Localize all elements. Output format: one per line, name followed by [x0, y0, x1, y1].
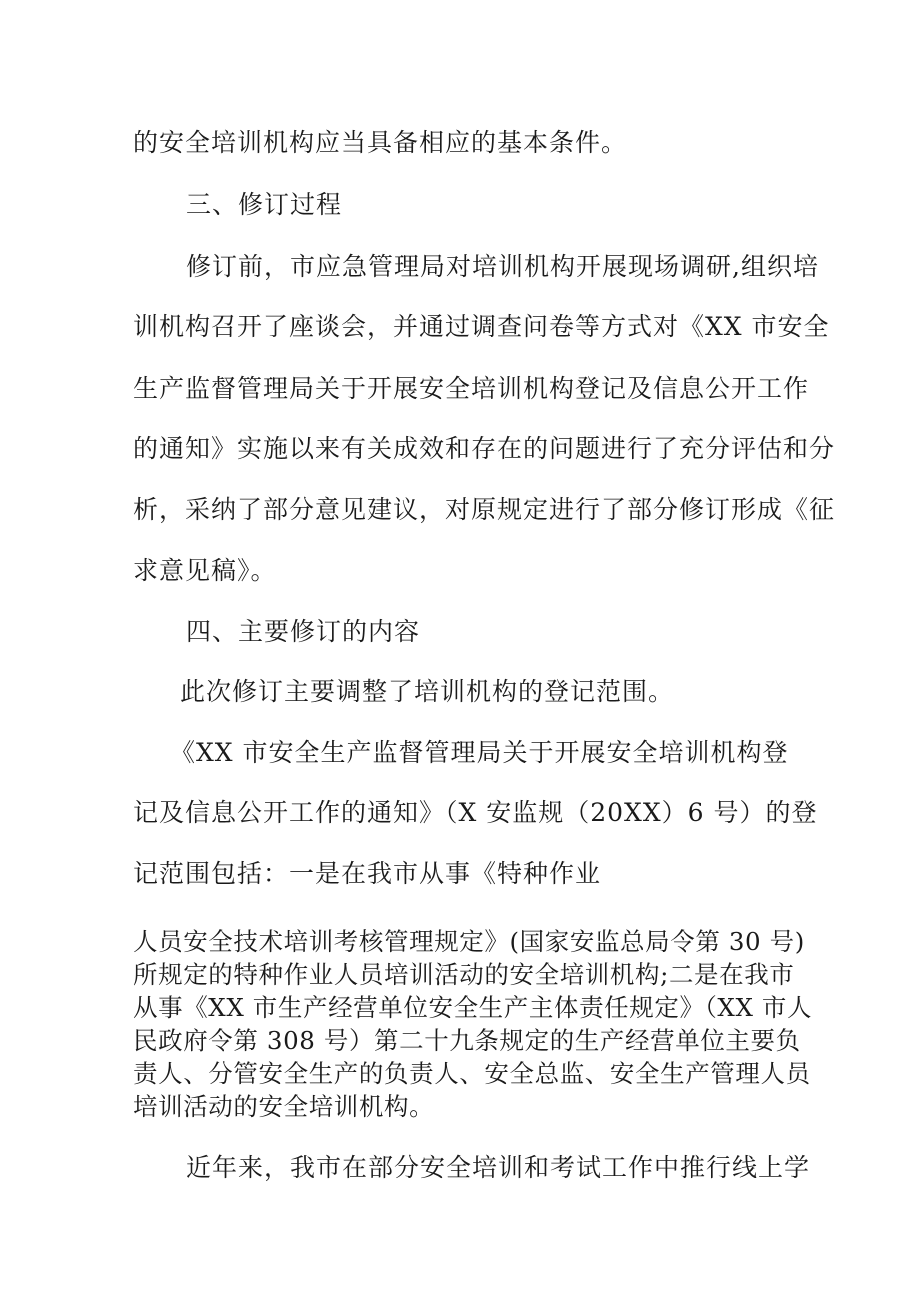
paragraph-line: 记及信息公开工作的通知》（X 安监规（20XX）6 号）的登: [133, 798, 818, 827]
paragraph-line: 责人、分管安全生产的负责人、安全总监、安全生产管理人员: [133, 1059, 811, 1088]
paragraph-line: 此次修订主要调整了培训机构的登记范围。: [180, 677, 675, 706]
paragraph-line: 的通知》实施以来有关成效和存在的问题进行了充分评估和分: [133, 434, 836, 463]
paragraph-line: 记范围包括：一是在我市从事《特种作业: [133, 859, 602, 888]
paragraph-line: 析，采纳了部分意见建议，对原规定进行了部分修订形成《征: [133, 495, 836, 524]
section-heading-revision-process: 三、修订过程: [186, 190, 343, 219]
paragraph-line: 从事《XX 市生产经营单位安全生产主体责任规定》（XX 市人: [133, 993, 813, 1022]
paragraph-line: 修订前，市应急管理局对培训机构开展现场调研,组织培: [186, 252, 819, 281]
paragraph-line: 训机构召开了座谈会，并通过调查问卷等方式对《XX 市安全: [133, 312, 830, 341]
paragraph-line: 培训活动的安全培训机构。: [133, 1092, 435, 1121]
paragraph-line: 人员安全技术培训考核管理规定》(国家安监总局令第 30 号): [133, 927, 805, 956]
paragraph-line: 生产监督管理局关于开展安全培训机构登记及信息公开工作: [133, 374, 810, 403]
paragraph-line: 民政府令第 308 号）第二十九条规定的生产经营单位主要负: [133, 1026, 801, 1055]
paragraph-line: 所规定的特种作业人员培训活动的安全培训机构;二是在我市: [133, 960, 795, 989]
section-heading-main-revisions: 四、主要修订的内容: [186, 617, 421, 646]
paragraph-line: 求意见稿》。: [133, 556, 277, 585]
paragraph-line: 的安全培训机构应当具备相应的基本条件。: [133, 128, 628, 157]
paragraph-line: 《XX 市安全生产监督管理局关于开展安全培训机构登: [170, 738, 789, 767]
paragraph-line: 近年来，我市在部分安全培训和考试工作中推行线上学: [186, 1153, 811, 1182]
